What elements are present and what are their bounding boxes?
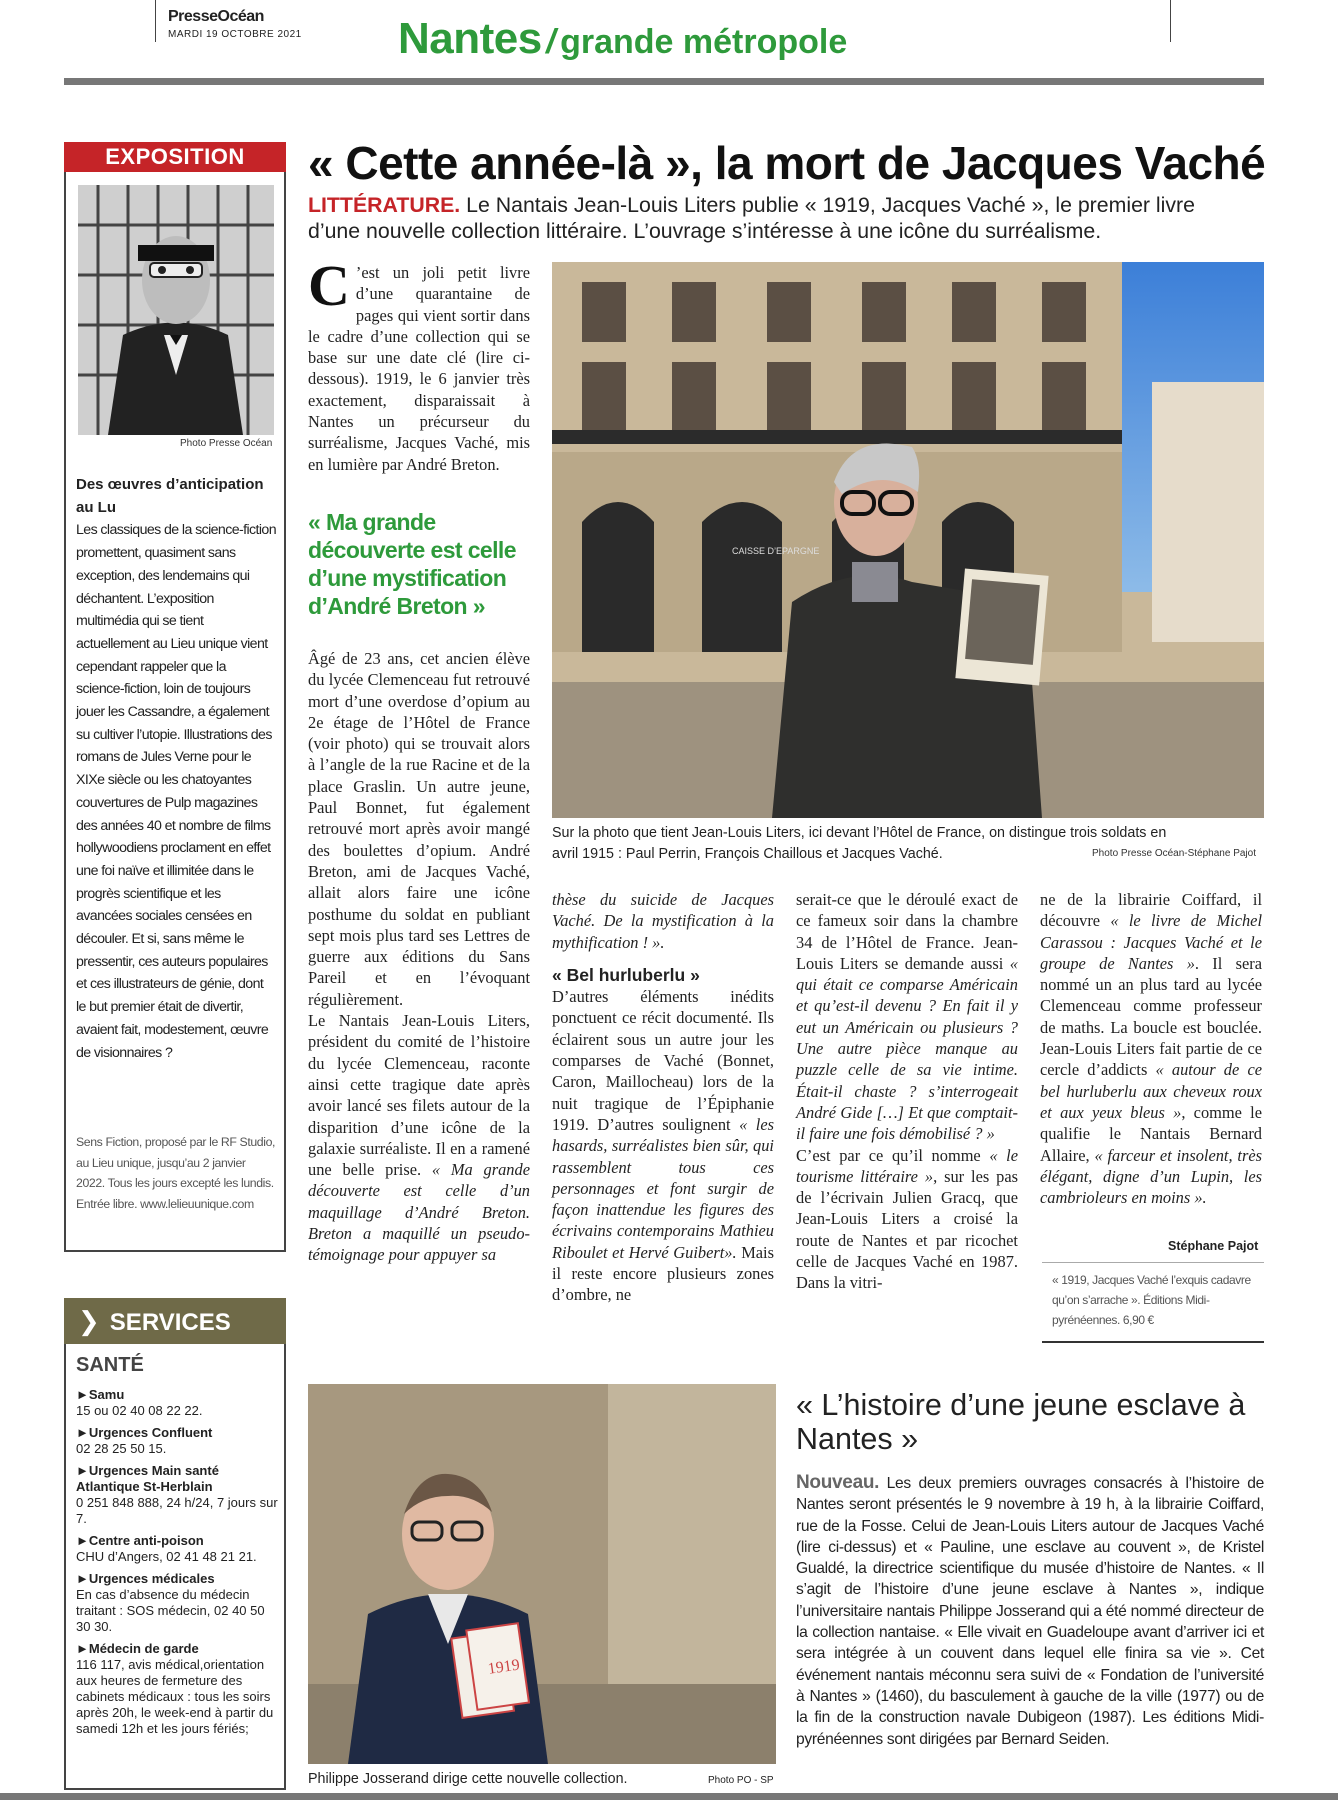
col2-quote: « les hasards, surréalistes bien sûr, qui rassemblent tous ces personnages et font surgir de façon inattendue les figures des écrivains contemporains Mathieu Riboulet et Hervé Guibert». xyxy=(552,1114,774,1262)
col1-paragraph-2: Âgé de 23 ans, cet ancien élève du lycée Clemenceau fut retrouvé mort d’une overdose d’opium au 2e étage de l’Hôtel de France (voir photo) qui se trouvait alors à l’angle de la rue Racine et de la place Graslin. Un autre jeune, Paul Bonnet, fut également retrouvé mort après avoir mangé des boulettes d’opium. André Breton, ami de Jacques Vaché, allait alors faire une icône posthume du soldat en publiant sept mois plus tard ses Lettres de guerre aux éditions du Sans Pareil et en l’évoquant régulièrement. xyxy=(308,649,530,1009)
josserand-photo xyxy=(308,1384,776,1764)
expo-body: Les classiques de la science-fiction promettent, quasiment sans exception, des lendemains qui déchantent. L’exposition multimédia qui se tient actuellement au Lieu unique vient cependant rappeler que la science-fiction, loin de toujours jouer les Cassandre, a également su cultiver l’utopie. Illustrations des romans de Jules Verne pour le XIXe siècle ou les chatoyantes couvertures de Pulp magazines des années 40 et nombre de films hollywoodiens proclament en effet une foi naïve et illimitée dans le progrès scientifique et les avancées sociales censées en découler. Et si, sans même le pressentir, ces auteurs populaires et ces illustrateurs de génie, dont le but premier était de divertir, avaient fait, modestement, œuvre de visionnaires ? xyxy=(76,522,276,1061)
service-item xyxy=(76,1387,280,1419)
col4-quote-3: « farceur et insolent, très élégant, digne d’un Lupin, les cambrioleurs en moins ». xyxy=(1040,1145,1262,1208)
service-item xyxy=(76,1425,280,1457)
main-photo-credit: Photo Presse Océan-Stéphane Pajot xyxy=(1092,848,1256,859)
col3-text-3: , sur les pas de l’écrivain Julien Gracq, que Jean-Louis Liters a croisé la route de Nantes et par ricochet celle de Jacques Vaché en 1987. Dans la vitri- xyxy=(796,1166,1018,1293)
bottom-rule xyxy=(0,1793,1338,1800)
col1-paragraph-1: ’est un joli petit livre d’une quarantaine de pages qui vient sortir dans le cadre d’une collection qui se base sur une date clé (lire ci-dessous). 1919, le 6 janvier très exactement, disparaissait à Nantes un précurseur du surréalisme, Jacques Vaché, mis en lumière par André Breton. xyxy=(308,263,530,474)
article-standfirst xyxy=(308,192,1228,244)
shop-sign: CAISSE D’EPARGNE xyxy=(732,546,820,556)
col3-text-2: C’est par ce qu’il nomme xyxy=(796,1145,990,1165)
josserand-photo-credit: Photo PO - SP xyxy=(708,1775,774,1786)
article-column-1b xyxy=(308,648,530,1266)
services-title: SERVICES xyxy=(109,1309,231,1336)
col4-quote-2: « autour de ce bel hurluberlu aux cheveux roux et aux yeux bleus » xyxy=(1040,1060,1262,1122)
service-item xyxy=(76,1641,280,1737)
article-signature: Stéphane Pajot xyxy=(1168,1239,1259,1253)
article-column-3 xyxy=(796,889,1018,1294)
service-item xyxy=(76,1463,280,1527)
service-name: Samu xyxy=(88,1387,125,1402)
josserand-caption: Philippe Josserand dirige cette nouvelle collection. xyxy=(308,1771,628,1787)
service-name: Centre anti-poison xyxy=(88,1533,204,1548)
masthead-divider-left xyxy=(155,0,156,42)
col2-text-1: D’autres éléments inédits ponctuent ce récit documenté. Ils éclairent sous un autre jour les comparses de Vaché (Bonnet, Caron, Maillocheau) lors de la nuit tragique de l’Épiphanie 1919. D’autres soulignent xyxy=(552,987,774,1134)
article2-kicker: Nouveau. xyxy=(796,1472,880,1493)
main-photo-caption: Sur la photo que tient Jean-Louis Liters, ici devant l’Hôtel de France, on distingue trois soldats en avril 1915 : Paul Perrin, François Chaillous et Jacques Vaché. xyxy=(552,825,1167,862)
expo-photo xyxy=(78,185,274,435)
section-rubric xyxy=(398,14,847,64)
bullet-arrow-icon: ► xyxy=(76,1533,89,1548)
standfirst-text: Le Nantais Jean-Louis Liters publie « 1919, Jacques Vaché », le premier livre d’une nouvelle collection littéraire. L’ouvrage s’intéresse à une icône du surréalisme. xyxy=(308,193,1195,243)
services-list xyxy=(76,1387,280,1743)
col4-text-1: ne de la librairie Coiffard, il découvre xyxy=(1040,890,1262,931)
service-name: Urgences Confluent xyxy=(88,1425,213,1440)
service-name: Urgences médicales xyxy=(88,1571,215,1586)
article-headline: « Cette année-là », la mort de Jacques Vaché xyxy=(308,137,1266,189)
chevron-right-icon: ❯ xyxy=(78,1306,100,1336)
bullet-arrow-icon: ► xyxy=(76,1571,89,1586)
masthead-divider-right xyxy=(1170,0,1171,42)
expo-title: Des œuvres d’anticipation au Lu xyxy=(76,476,264,516)
col3-quote-2: « le tourisme littéraire » xyxy=(796,1145,1018,1186)
rubric-separator: / xyxy=(546,23,556,61)
book-cover-text: 1919 xyxy=(486,1656,521,1678)
article-column-1a xyxy=(308,253,530,475)
service-detail: En cas d’absence du médecin traitant : SOS médecin, 02 40 50 30 30. xyxy=(76,1587,265,1634)
service-detail: 02 28 25 50 15. xyxy=(76,1441,167,1456)
bullet-arrow-icon: ► xyxy=(76,1641,89,1656)
col1-paragraph-3: Le Nantais Jean-Louis Liters, président du comité de l’histoire du lycée Clemenceau, raconte ainsi cette tragique date après avoir lancé ses filets autour de la disparition d’une icône de la galaxie surréaliste. Il en a ramené une belle prise. xyxy=(308,1011,530,1180)
services-header xyxy=(64,1298,286,1344)
article-column-2 xyxy=(552,889,774,1306)
expo-info: Sens Fiction, proposé par le RF Studio, au Lieu unique, jusqu’au 2 janvier 2022. Tous les jours excepté les lundis. Entrée libre. www.lelieuunique.com xyxy=(76,1135,276,1211)
service-name: Urgences Main santé Atlantique St-Herblain xyxy=(76,1463,219,1494)
expo-article xyxy=(76,474,276,1064)
services-section-title: SANTÉ xyxy=(76,1354,144,1376)
service-detail: CHU d’Angers, 02 41 48 21 21. xyxy=(76,1549,257,1564)
expo-header: EXPOSITION xyxy=(64,142,286,172)
top-rule xyxy=(64,78,1264,85)
col4-text-2: . Il sera nommé un an plus tard au lycée Clemenceau comme professeur de maths. La boucle est bouclée. Jean-Louis Liters fait partie de ce cercle d’addicts xyxy=(1040,953,1262,1080)
service-item xyxy=(76,1571,280,1635)
article-column-4 xyxy=(1040,889,1262,1208)
article-subhead: « Bel hurluberlu » xyxy=(552,964,700,985)
col4-text-3: , comme le qualifie le Nantais Bernard Allaire, xyxy=(1040,1102,1263,1165)
article-kicker: LITTÉRATURE. xyxy=(308,193,461,217)
bullet-arrow-icon: ► xyxy=(76,1425,89,1440)
service-detail: 0 251 848 888, 24 h/24, 7 jours sur 7. xyxy=(76,1495,278,1526)
col2-quote-end: thèse du suicide de Jacques Vaché. De la mystification à la mythification ! ». xyxy=(552,890,774,952)
bullet-arrow-icon: ► xyxy=(76,1387,89,1402)
article2-headline: « L’histoire d’une jeune esclave à Nantes » xyxy=(796,1388,1246,1456)
newspaper-brand: PresseOcéan xyxy=(168,8,264,25)
drop-cap: C xyxy=(308,253,350,318)
article2-body xyxy=(796,1472,1264,1750)
col3-text-1: serait-ce que le déroulé exact de ce fameux soir dans la chambre 34 de l’Hôtel de France. Jean-Louis Liters se demande aussi xyxy=(796,890,1018,973)
expo-photo-credit: Photo Presse Océan xyxy=(180,438,273,449)
col4-quote-1: « le livre de Michel Carassou : Jacques Vaché et le groupe de Nantes » xyxy=(1040,911,1262,973)
service-detail: 15 ou 02 40 08 22 22. xyxy=(76,1403,203,1418)
service-detail: 116 117, avis médical,orientation aux heures de fermeture des cabinets médicaux : tous les soirs après 20h, le week-end à partir du samedi 12h et les jours fériés; xyxy=(76,1657,274,1736)
rubric-sub: grande métropole xyxy=(560,23,848,61)
article2-text: Les deux premiers ouvrages consacrés à l’histoire de Nantes seront présentés le 9 novembre à 19 h, à la librairie Coiffard, rue de la Fosse. Celui de Jean-Louis Liters autour de Jacques Vaché (lire ci-dessus) et « Pauline, une esclave au couvent », de Kristel Gualdé, la directrice scientifique du musée d’histoire de Nantes. « Il s’agit de l’histoire d’une jeune esclave à Nantes », indique l’universitaire nantais Philippe Josserand qui a été nommé directeur de la collection nantaise. « Elle vivait en Guadeloupe avant d’arriver ici et sera intégrée à un couvent dans lequel elle finira sa vie ». Cet événement nantais méconnu sera suivi de « Fondation de l’université à Nantes » (1460), du basculement à gauche de la ville (1977) ou de la fin de la construction navale Dubigeon (1987). Les éditions Midi-pyrénéennes sont dirigées par Bernard Seiden. xyxy=(796,1475,1264,1748)
service-item xyxy=(76,1533,280,1565)
service-name: Médecin de garde xyxy=(88,1641,199,1656)
pull-quote: « Ma grande découverte est celle d’une mystification d’André Breton » xyxy=(308,509,516,619)
main-photo xyxy=(552,262,1264,818)
col3-quote-1: « qui était ce comparse Américain et qu’est-il devenu ? En fait il y eut un Américain ou plusieurs ? Une autre pièce manque au puzzle celle de sa vie intime. Était-il chaste ? s’interrogeait André Gide […] Et que comptait-il faire une fois démobilisé ? » xyxy=(796,953,1018,1144)
bullet-arrow-icon: ► xyxy=(76,1463,89,1478)
issue-date: MARDI 19 OCTOBRE 2021 xyxy=(168,29,302,40)
rubric-main: Nantes xyxy=(398,14,542,63)
col2-text-2: Mais il reste encore plusieurs zones d’ombre, ne xyxy=(552,1242,774,1305)
book-info: « 1919, Jacques Vaché l’exquis cadavre qu’on s’arrache ». Éditions Midi-pyrénéennes. 6,90 € xyxy=(1052,1273,1251,1327)
col1-quote: « Ma grande découverte est celle d’un maquillage d’André Breton. Breton a maquillé un pseudo-témoignage pour appuyer sa xyxy=(308,1160,530,1265)
